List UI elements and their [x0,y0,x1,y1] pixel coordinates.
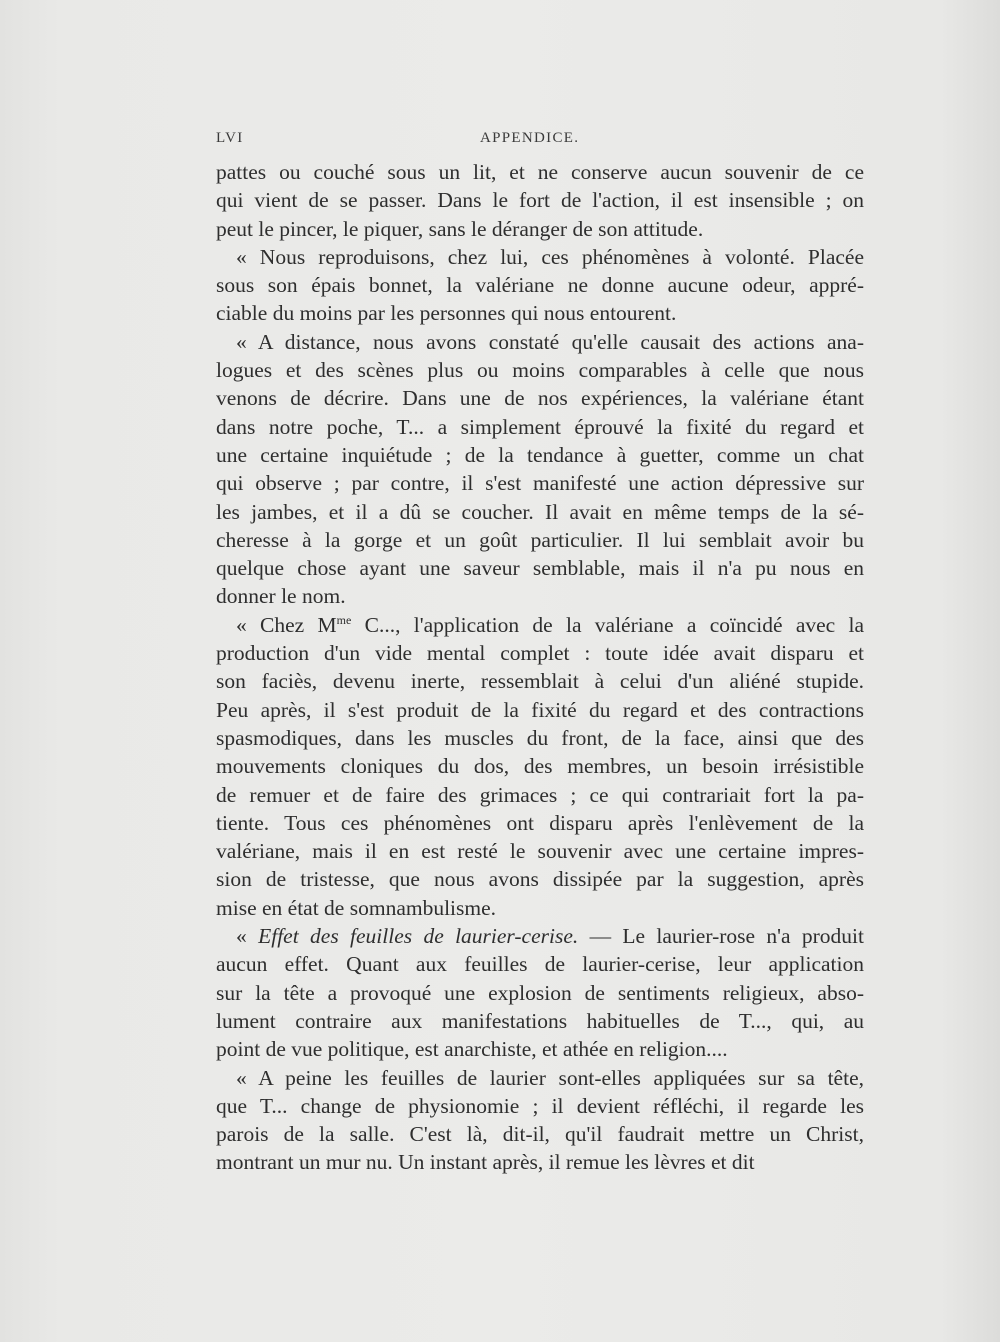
text-line: spasmodiques, dans les muscles du front, de la face, ainsi que des [216,725,864,750]
running-title: APPENDICE. [480,130,580,146]
text-line: quelque chose ayant une saveur semblable, mais il n'a pu nous en [216,556,864,581]
text-line: ciable du moins par les personnes qui nous entourent. [216,301,677,326]
text-line: que T... change de physionomie ; il devient réfléchi, il regarde les [216,1093,864,1118]
italic-heading: Effet des feuilles de laurier-cerise. [258,924,579,949]
text-line: tiente. Tous ces phénomènes ont disparu après l'enlèvement de la [216,810,864,835]
text-line: « Nous reproduisons, chez lui, ces phénomènes à volonté. Placée [236,244,864,269]
text-line: de remuer et de faire des grimaces ; ce qui contrariait fort la pa- [216,782,864,807]
text-line: aucun effet. Quant aux feuilles de laurier-cerise, leur application [216,952,864,977]
text-line: dans notre poche, T... a simplement éprouvé la fixité du regard et [216,414,864,439]
text-line: donner le nom. [216,584,346,609]
text-line: valériane, mais il en est resté le souvenir avec une certaine impres- [216,839,864,864]
text-segment: « Chez M [236,612,337,637]
text-line [216,611,864,639]
text-line: « A peine les feuilles de laurier sont-elles appliquées sur sa tête, [236,1065,864,1090]
text-line: Peu après, il s'est produit de la fixité du regard et des contractions [216,697,864,722]
text-line: cheresse à la gorge et un goût particulier. Il lui semblait avoir bu [216,527,864,552]
text-segment: C..., l'application de la valériane a coïncidé avec la [351,612,865,637]
text-segment: — Le laurier-rose n'a produit [578,924,864,949]
text-line: sur la tête a provoqué une explosion de sentiments religieux, abso- [216,980,864,1005]
text-line: sion de tristesse, que nous avons dissipée par la suggestion, après [216,867,864,892]
text-line: qui vient de se passer. Dans le fort de l'action, il est insensible ; on [216,188,864,213]
text-line: mouvements cloniques du dos, des membres, un besoin irrésistible [216,754,864,779]
text-line: sous son épais bonnet, la valériane ne donne aucune odeur, appré- [216,273,864,298]
text-line: point de vue politique, est anarchiste, et athée en religion.... [216,1037,728,1062]
text-line: montrant un mur nu. Un instant après, il remue les lèvres et dit [216,1150,755,1175]
text-line: peut le pincer, le piquer, sans le déranger de son attitude. [216,216,704,241]
page-number: LVI [216,130,244,146]
text-line: venons de décrire. Dans une de nos expériences, la valériane étant [216,386,864,411]
text-line: lument contraire aux manifestations habituelles de T..., qui, au [216,1008,864,1033]
body-text [216,158,864,1177]
superscript: me [336,612,352,627]
text-segment: « [236,924,259,949]
text-line: logues et des scènes plus ou moins comparables à celle que nous [216,358,864,383]
text-line: les jambes, et il a dû se coucher. Il avait en même temps de la sé- [216,499,864,524]
text-line: pattes ou couché sous un lit, et ne conserve aucun souvenir de ce [216,160,864,184]
text-line: mise en état de somnambulisme. [216,895,497,920]
text-line: qui observe ; par contre, il s'est manifesté une action dépressive sur [216,471,864,496]
text-line: « A distance, nous avons constaté qu'elle causait des actions ana- [236,329,864,354]
text-line: parois de la salle. C'est là, dit-il, qu'il faudrait mettre un Christ, [216,1122,864,1147]
text-line: son faciès, devenu inerte, ressemblait à celui d'un aliéné stupide. [216,669,864,694]
text-line: une certaine inquiétude ; de la tendance à guetter, comme un chat [216,442,864,467]
text-line: production d'un vide mental complet : toute idée avait disparu et [216,641,864,666]
text-line [216,922,864,950]
